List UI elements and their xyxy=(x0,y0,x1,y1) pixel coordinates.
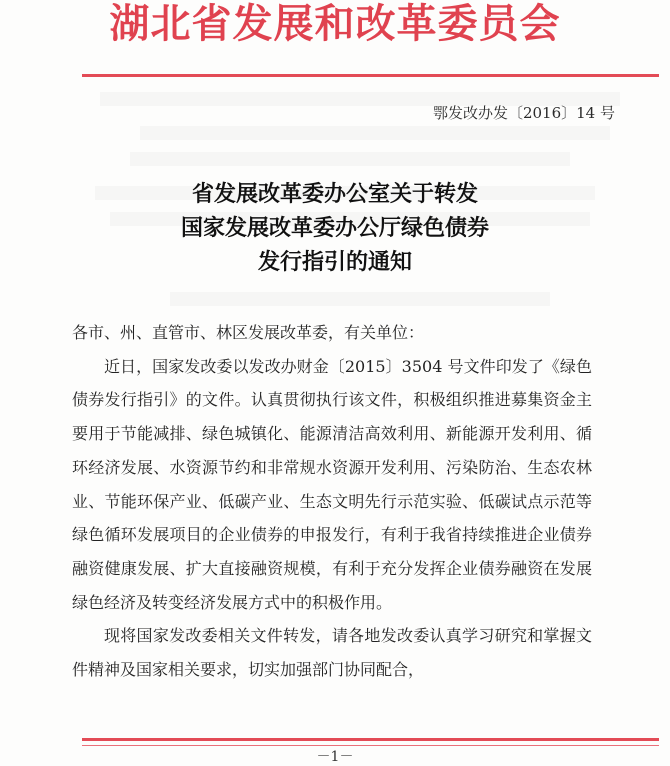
show-through-mark xyxy=(170,292,550,306)
notice-body xyxy=(72,316,592,687)
body-paragraph: 现将国家发改委相关文件转发，请各地发改委认真学习研究和掌握文件精神及国家相关要求，切实加强部门协同配合， xyxy=(72,626,592,680)
document-number: 鄂发改办发〔2016〕14 号 xyxy=(432,104,615,122)
title-line: 发行指引的通知 xyxy=(257,250,412,275)
red-header-rule xyxy=(82,74,659,77)
salutation: 各市、州、直管市、林区发展改革委，有关单位： xyxy=(72,323,425,342)
red-footer-rule xyxy=(82,738,659,741)
show-through-mark xyxy=(140,126,610,140)
title-line: 省发展改革委办公室关于转发 xyxy=(191,182,478,207)
title-line: 国家发展改革委办公厅绿色债券 xyxy=(180,216,489,241)
notice-title xyxy=(0,178,670,280)
issuing-organization-header: 湖北省发展和改革委员会 xyxy=(109,1,561,47)
show-through-mark xyxy=(130,152,570,166)
page-number: －1－ xyxy=(316,749,354,765)
body-paragraph: 近日，国家发改委以发改办财金〔2015〕3504 号文件印发了《绿色债券发行指引》的文件。认真贯彻执行该文件，积极组织推进募集资金主要用于节能减排、绿色城镇化、能源清洁高效利用、新能源开发利用、循环经济发展、水资源节约和非常规水资源开发利用、污染防治、生态农林业、节能环保产业、低碳产业、生态文明先行示范实验、低碳试点示范等绿色循环发展项目的企业债券的申报发行，有利于我省持续推进企业债券融资健康发展、扩大直接融资规模，有利于充分发挥企业债券融资在发展绿色经济及转变经济发展方式中的积极作用。 xyxy=(72,356,592,612)
